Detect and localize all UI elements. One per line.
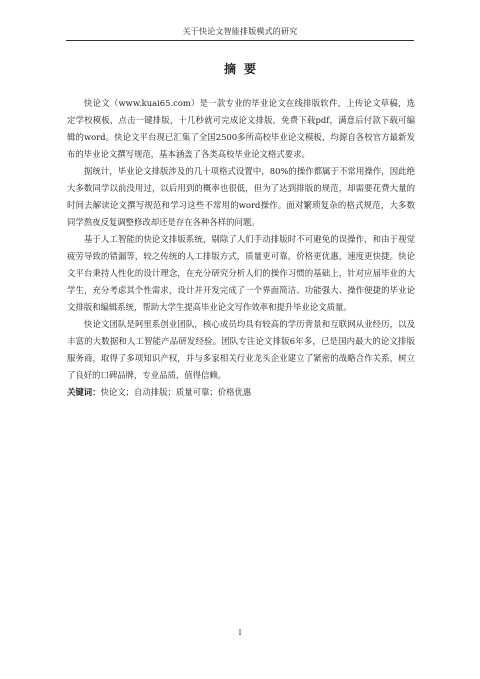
abstract-paragraph-2: 据统计，毕业论文排版涉及的几十项格式设置中，80%的操作都属于不常用操作，因此绝大多数同学以前没用过，以后用到的概率也很低，但为了达到排版的规范，却需要花费大量的时间去解读论文撰写规范和学习这些不常用的word操作。面对繁琐复杂的格式规范，大多数同学熬夜反复调整修改却还是存在各种各样的问题。 (67, 166, 415, 227)
keywords-line (67, 384, 415, 401)
abstract-paragraph-4: 快论文团队是阿里系创业团队，核心成员均具有较高的学历背景和互联网从业经历，以及丰富的大数据和人工智能产品研发经验。团队专注论文排版6年多，已是国内最大的论文排版服务商，取得了多项知识产权，并与多家相关行业龙头企业建立了紧密的战略合作关系，树立了良好的口碑品牌，专业品质，值得信赖。 (67, 319, 415, 380)
abstract-title: 摘要 (223, 62, 264, 76)
running-header: 关于快论文智能排版模式的研究 (182, 27, 298, 36)
header-rule (66, 40, 414, 41)
keywords-label: 关键词： (67, 387, 101, 397)
keywords-text: 快论文；自动排版；质量可靠；价格优惠 (100, 387, 252, 397)
abstract-paragraph-1: 快论文（www.kuai65.com）是一款专业的毕业论文在线排版软件，上传论文草稿，选定学校模板，点击一键排版，十几秒就可完成论文排版，免费下载pdf，满意后付款下载可编辑的word。快论文平台现已汇集了全国2500多所高校毕业论文模板，均源自各校官方最新发布的毕业论文撰写规范，基本涵盖了各类高校毕业论文格式要求。 (67, 98, 415, 159)
abstract-body (67, 95, 415, 401)
page-number: I (238, 629, 242, 637)
abstract-paragraph-3: 基于人工智能的快论文排版系统，剔除了人们手动排版时不可避免的误操作，和由于视觉疲劳导致的错漏等，较之传统的人工排版方式，质量更可靠，价格更优惠，速度更快捷。快论文平台秉持人性化的设计理念，在充分研究分析人们的操作习惯的基础上，针对应届毕业的大学生，充分考虑其个性需求，设计并开发完成了一个界面简洁、功能强大、操作便捷的毕业论文排版和编辑系统，帮助大学生提高毕业论文写作效率和提升毕业论文质量。 (67, 234, 415, 312)
